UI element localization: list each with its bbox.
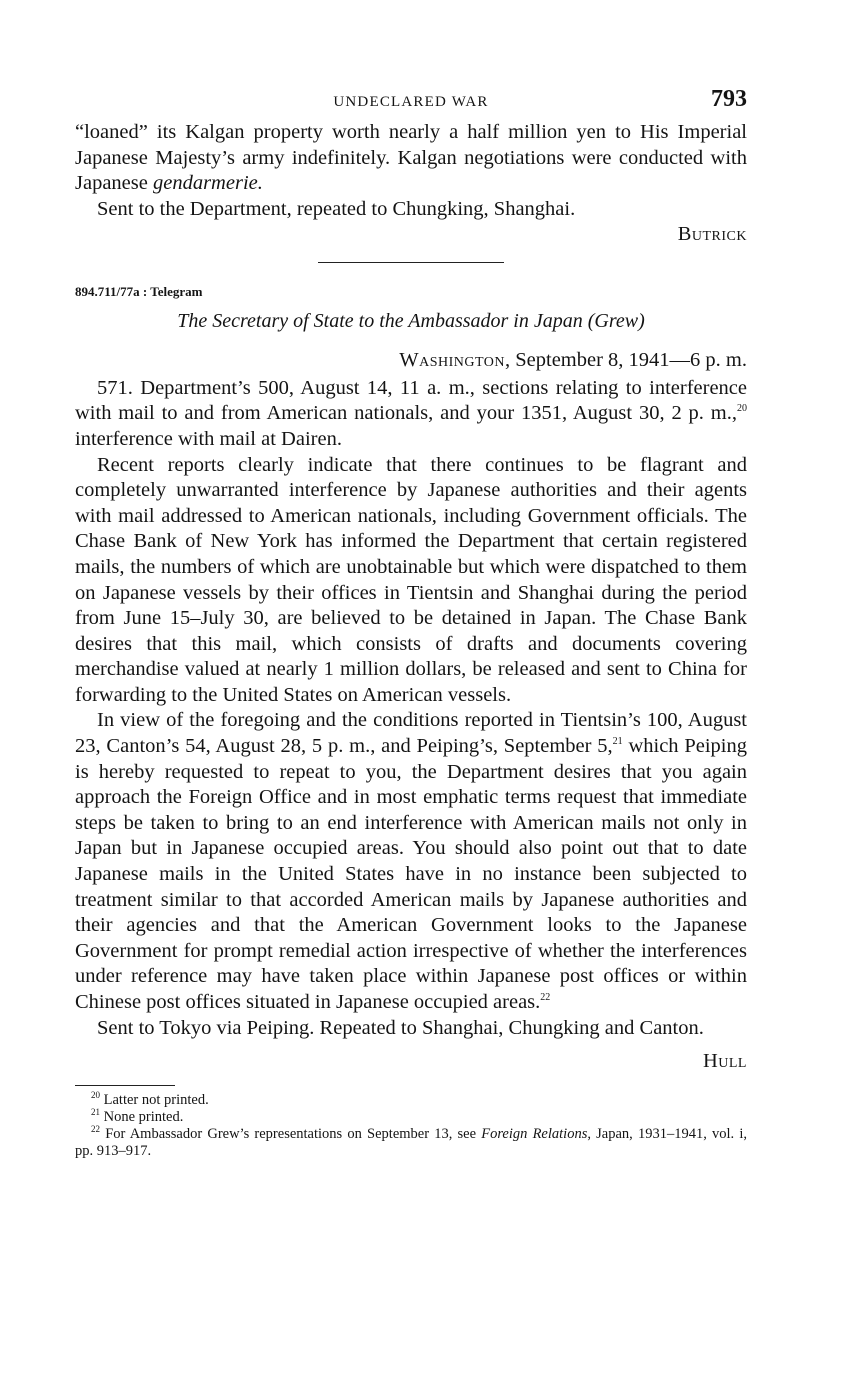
- footnote-ref-22: 22: [540, 992, 551, 1004]
- paragraph-3-text-end: which Peiping is hereby requested to repeat to you, the Department desires that you again approach the Foreign Office and in most emphatic terms request that immediate steps be taken to bring to an end interference with American mails not only in Japan but in Japanese occupied areas. You should also point out that to date Japanese mails in the United States have in no instance been subjected to treatment similar to that accorded American mails by Japanese authorities and their agencies and that the American Government looks to the Japanese Government for prompt remedial action irrespective of whether the interferences under reference may have taken place within Japanese post offices or within Chinese post offices situated in Japanese occupied areas.: [75, 735, 747, 1013]
- page-header: [75, 86, 747, 120]
- footnote-20: [75, 1089, 747, 1109]
- footnote-ref-20: 20: [737, 403, 747, 415]
- footnote-ref-21: 21: [612, 736, 623, 748]
- dateline-place: Washington: [399, 349, 505, 372]
- footnote-text: For Ambassador Grew’s representations on September 13, see: [105, 1125, 482, 1142]
- continuation-italic: gendarmerie.: [152, 172, 263, 195]
- footnote-21: [75, 1106, 747, 1126]
- signature-butrick: Butrick: [677, 223, 747, 246]
- dateline: [75, 348, 747, 374]
- paragraph-3-text: In view of the foregoing and the conditions reported in Tientsin’s 100, August 23, Canton’s 54, August 28, 5 p. m., and Peiping’s, September 5,: [75, 709, 747, 758]
- file-reference: 894.711/77a : Telegram: [75, 283, 203, 299]
- paragraph-4: Sent to Tokyo via Peiping. Repeated to Shanghai, Chungking and Canton.: [97, 1016, 704, 1039]
- paragraph-2: Recent reports clearly indicate that there continues to be flagrant and completely unwarranted interference by Japanese authorities and their agents with mail addressed to American nationals, including Government officials. The Chase Bank of New York has informed the Department that certain registered mails, the numbers of which are unobtainable but which were dispatched to them on Japanese vessels by their offices in Tientsin and Shanghai during the period from June 15–July 30, are believed to be detained in Japan. The Chase Bank desires that this mail, which consists of drafts and documents covering merchandise valued at nearly 1 million dollars, be released and sent to China for forwarding to the United States on American vessels.: [75, 453, 747, 706]
- footnotes: [75, 1089, 747, 1160]
- footnote-text-end: , Japan, 1931–1941, vol. i, pp. 913–917.: [75, 1125, 747, 1159]
- body-text: [75, 120, 747, 1075]
- paragraph-1-text: 571. Department’s 500, August 14, 11 a. m., sections relating to interference with mail to and from American nationals, and your 1351, August 30, 2 p. m.,: [75, 376, 747, 425]
- signature-hull: Hull: [702, 1050, 747, 1073]
- dateline-date: , September 8, 1941—6 p. m.: [505, 349, 747, 372]
- footnote-mark: 20: [91, 1089, 100, 1100]
- page-number: 793: [711, 86, 747, 112]
- paragraph-1-text-end: interference with mail at Dairen.: [75, 427, 342, 450]
- running-head: UNDECLARED WAR: [333, 94, 489, 110]
- continuation-text: “loaned” its Kalgan property worth nearly a half million yen to His Imperial Japanese Majesty’s army indefinitely. Kalgan negotiations were conducted with Japanese: [75, 121, 747, 195]
- footnote-mark: 22: [91, 1123, 100, 1134]
- document-page: [75, 86, 747, 1160]
- footnote-22: [75, 1123, 747, 1160]
- footnote-text: Latter not printed.: [103, 1091, 209, 1108]
- footnote-text: None printed.: [103, 1108, 184, 1125]
- document-title: The Secretary of State to the Ambassador in Japan (Grew): [177, 309, 645, 332]
- continuation-paragraph: [75, 120, 747, 197]
- footnote-divider: [75, 1085, 175, 1086]
- footnote-mark: 21: [91, 1106, 100, 1117]
- paragraph-3: [75, 708, 747, 1015]
- footnote-italic: Foreign Relations: [481, 1125, 588, 1142]
- paragraph-1: [75, 376, 747, 453]
- sent-line: Sent to the Department, repeated to Chungking, Shanghai.: [97, 197, 576, 220]
- section-divider: [318, 262, 504, 263]
